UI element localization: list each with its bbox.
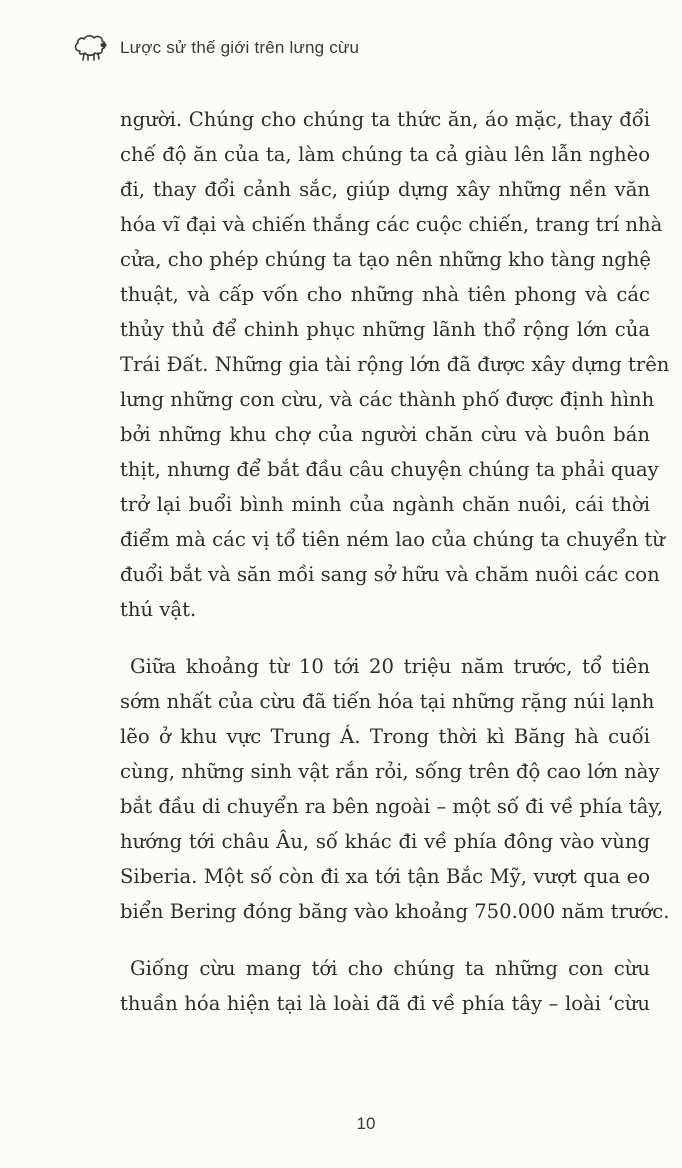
text-line: cửa, cho phép chúng ta tạo nên những kho tàng nghệ [120,248,651,271]
text-line: Trái Đất. Những gia tài rộng lớn đã được xây dựng trên [120,353,670,376]
sheep-icon [72,33,110,63]
text-line: thú vật. [120,598,197,621]
page-number: 10 [356,1114,376,1133]
text-line: bắt đầu di chuyển ra bên ngoài – một số đi về phía tây, [120,795,664,818]
text-line: đuổi bắt và săn mồi sang sở hữu và chăm nuôi các con [120,563,660,586]
text-line: thịt, nhưng để bắt đầu câu chuyện chúng ta phải quay [120,458,659,481]
text-line: hướng tới châu Âu, số khác đi về phía đông vào vùng [120,830,650,853]
text-line: thuật, và cấp vốn cho những nhà tiên phong và các [120,283,650,306]
text-line: Giữa khoảng từ 10 tới 20 triệu năm trước, tổ tiên [130,655,650,678]
text-line: sớm nhất của cừu đã tiến hóa tại những rặng núi lạnh [120,690,655,713]
text-line: lẽo ở khu vực Trung Á. Trong thời kì Băng hà cuối [120,725,650,748]
text-line: trở lại buổi bình minh của ngành chăn nuôi, cái thời [120,493,650,516]
paragraph-2 [120,649,670,929]
text-line: bởi những khu chợ của người chăn cừu và buôn bán [120,423,650,446]
body-text [120,102,670,1021]
text-line: điểm mà các vị tổ tiên ném lao của chúng ta chuyển từ [120,528,665,551]
text-line: chế độ ăn của ta, làm chúng ta cả giàu lên lẫn nghèo [120,143,650,166]
text-line: hóa vĩ đại và chiến thắng các cuộc chiến, trang trí nhà [120,213,663,236]
text-line: lưng những con cừu, và các thành phố được định hình [120,388,655,411]
paragraph-gap [120,627,650,649]
paragraph-3 [120,951,650,1021]
text-line: người. Chúng cho chúng ta thức ăn, áo mặc, thay đổi [120,108,650,131]
book-title: Lược sử thế giới trên lưng cừu [120,38,360,57]
text-line: biển Bering đóng băng vào khoảng 750.000 năm trước. [120,900,670,923]
text-line: Siberia. Một số còn đi xa tới tận Bắc Mỹ, vượt qua eo [120,865,650,888]
running-header [72,30,359,66]
paragraph-1 [120,102,670,627]
text-line: thủy thủ để chinh phục những lãnh thổ rộng lớn của [120,318,650,341]
text-line: Giống cừu mang tới cho chúng ta những con cừu [130,957,650,980]
text-line: đi, thay đổi cảnh sắc, giúp dựng xây những nền văn [120,178,650,201]
text-line: thuần hóa hiện tại là loài đã đi về phía tây – loài ‘cừu [120,992,650,1015]
paragraph-gap [120,929,650,951]
text-line: cùng, những sinh vật rắn rỏi, sống trên độ cao lớn này [120,760,660,783]
